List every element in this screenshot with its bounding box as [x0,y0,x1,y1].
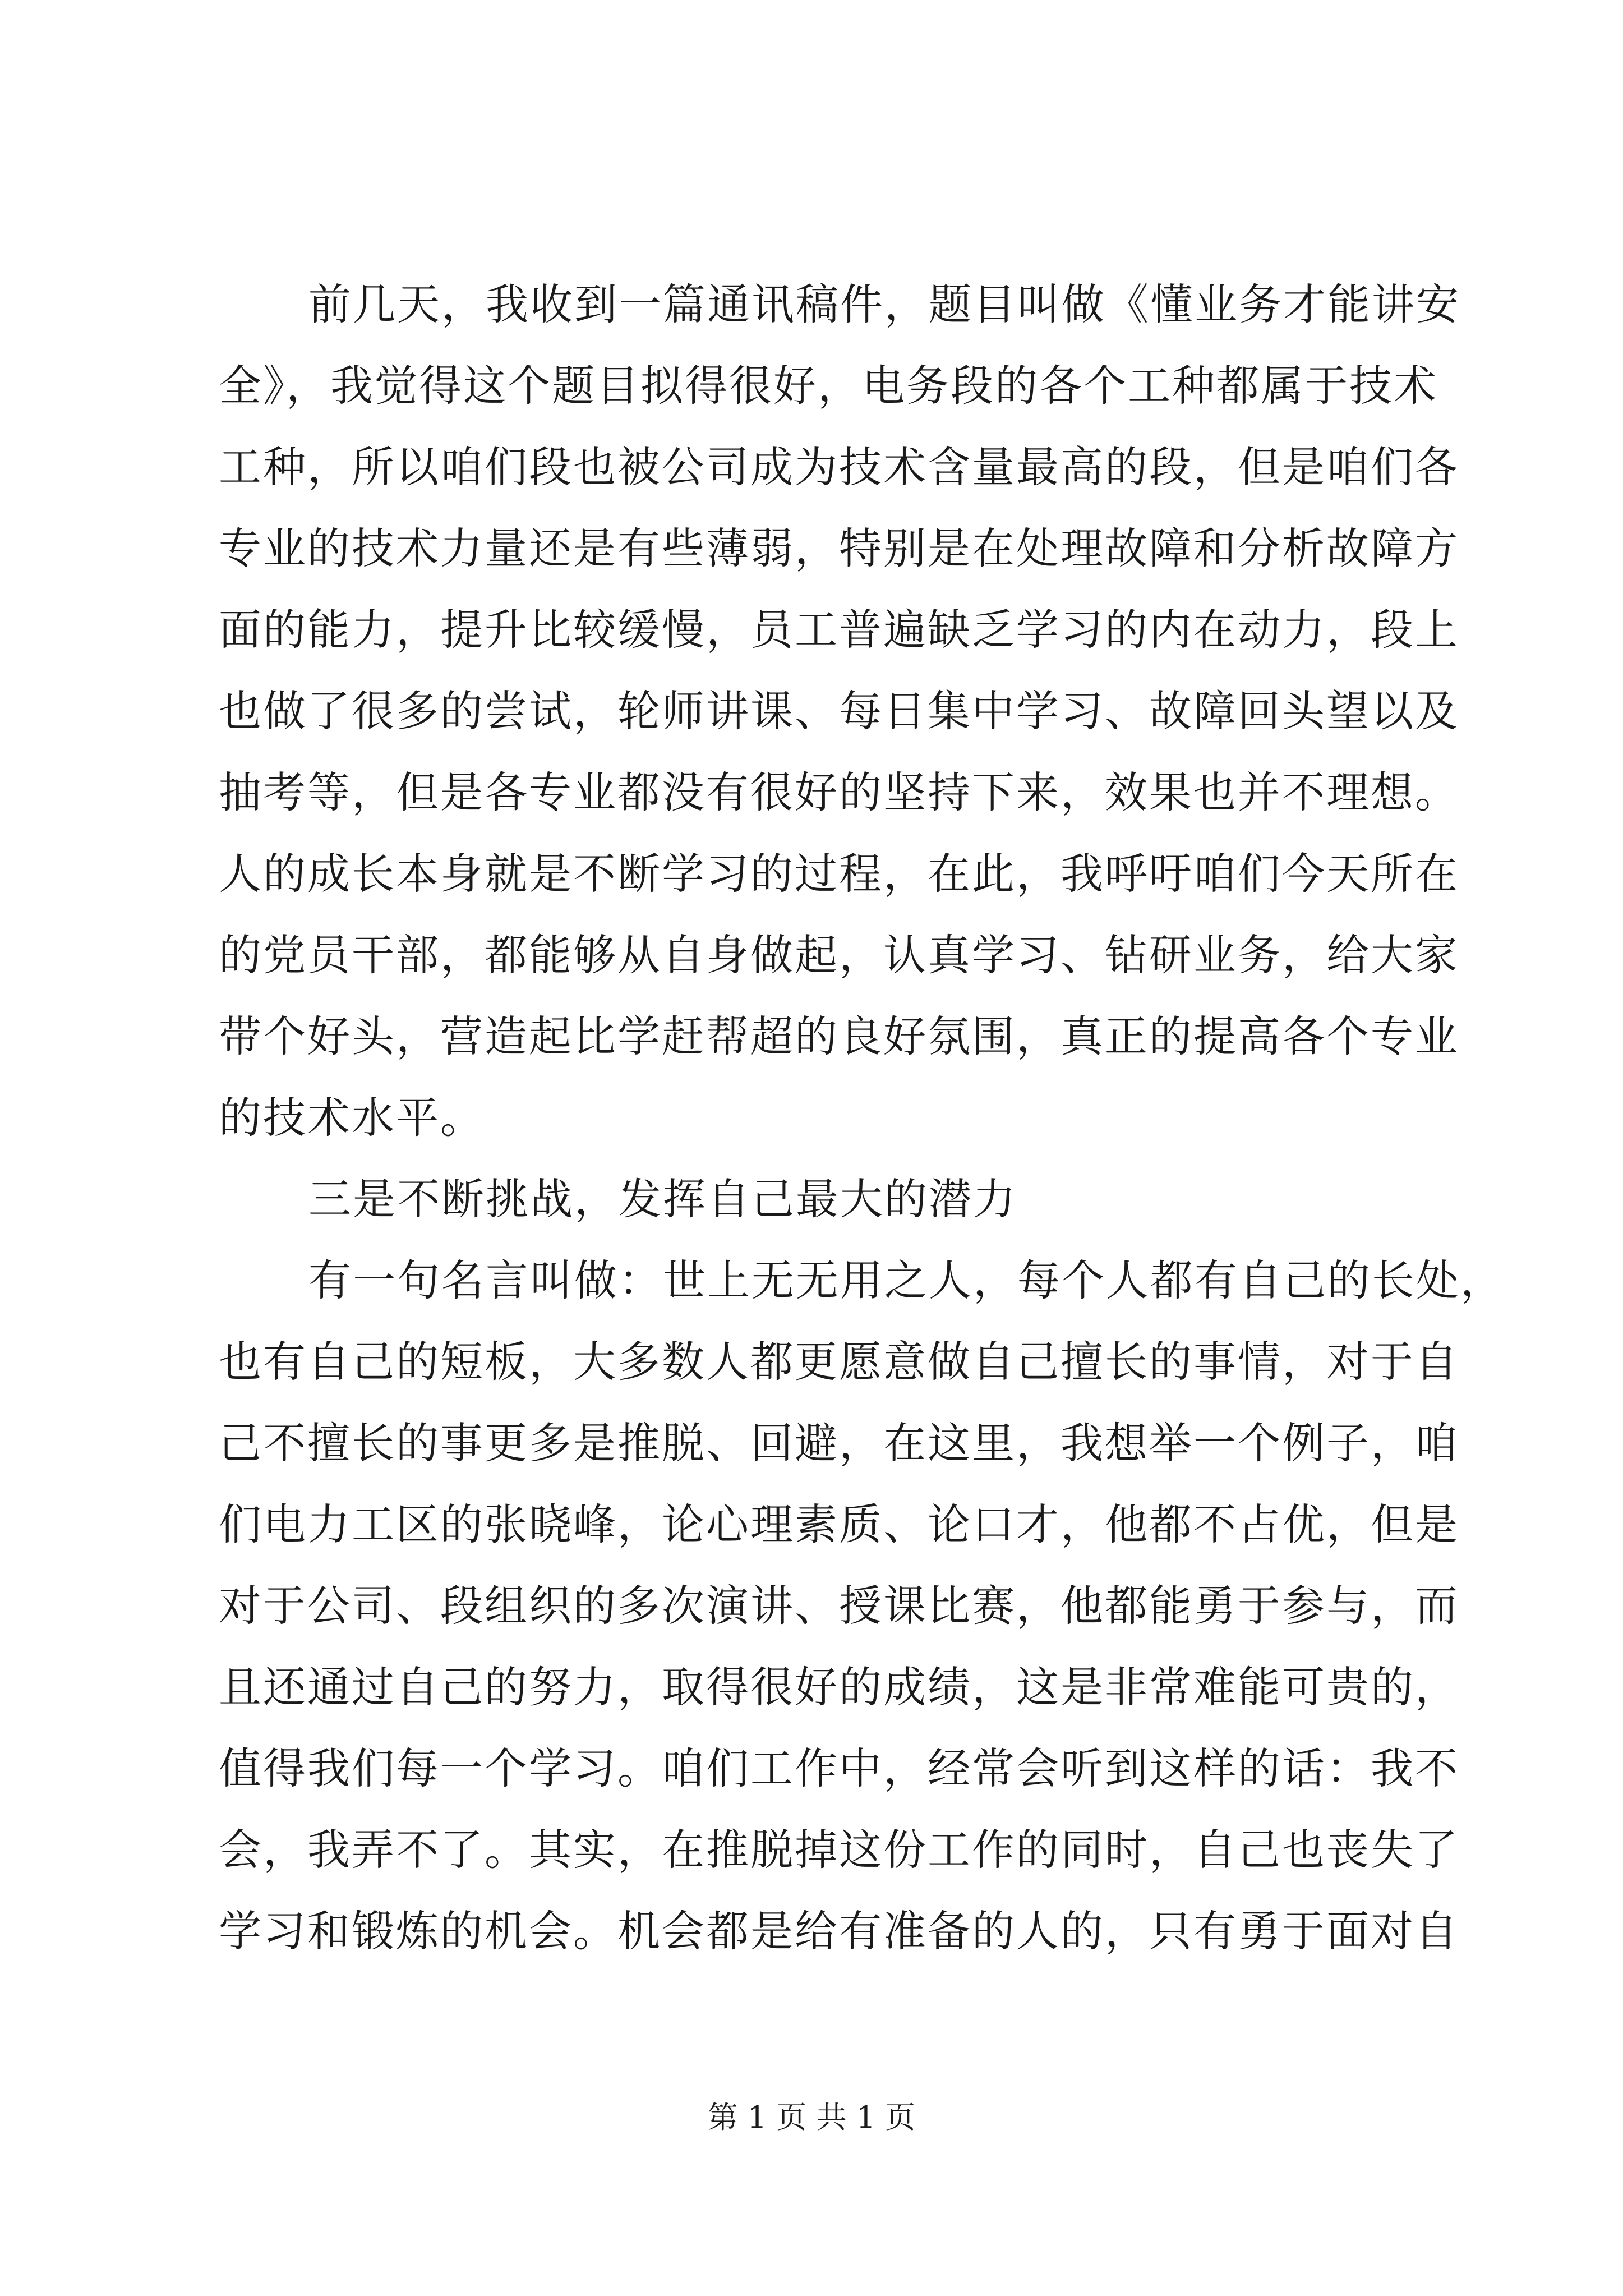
paragraph-1-line-11: 的技术水平。 [219,1093,485,1143]
paragraph-2-line-6: 且还通过自己的努力，取得很好的成绩，这是非常难能可贵的， [219,1662,1459,1712]
paragraph-1-line-4: 专业的技术力量还是有些薄弱，特别是在处理故障和分析故障方 [219,523,1459,573]
paragraph-1-line-9: 的党员干部，都能够从自身做起，认真学习、钻研业务，给大家 [219,930,1459,980]
section-heading: 三是不断挑战，发挥自己最大的潜力 [308,1174,1017,1224]
document-body [219,264,1505,1972]
paragraph-1-line-5: 面的能力，提升比较缓慢，员工普遍缺乏学习的内在动力，段上 [219,605,1459,655]
paragraph-2-line-3: 己不擅长的事更多是推脱、回避，在这里，我想举一个例子，咱 [219,1418,1459,1468]
paragraph-2-line-1: 有一句名言叫做：世上无无用之人，每个人都有自己的长处， [308,1255,1505,1305]
paragraph-1-line-3: 工种，所以咱们段也被公司成为技术含量最高的段，但是咱们各 [219,442,1459,492]
page-number-footer: 第 1 页 共 1 页 [707,2100,916,2135]
paragraph-2-line-7: 值得我们每一个学习。咱们工作中，经常会听到这样的话：我不 [219,1743,1459,1793]
paragraph-1-line-7: 抽考等，但是各专业都没有很好的坚持下来，效果也并不理想。 [219,767,1459,817]
paragraph-2-line-8: 会，我弄不了。其实，在推脱掉这份工作的同时，自己也丧失了 [219,1825,1459,1875]
paragraph-2-line-9: 学习和锻炼的机会。机会都是给有准备的人的，只有勇于面对自 [219,1906,1459,1956]
paragraph-1-line-6: 也做了很多的尝试，轮师讲课、每日集中学习、故障回头望以及 [219,686,1459,736]
paragraph-1-line-10: 带个好头，营造起比学赶帮超的良好氛围，真正的提高各个专业 [219,1011,1459,1061]
paragraph-1-line-8: 人的成长本身就是不断学习的过程，在此，我呼吁咱们今天所在 [219,849,1459,899]
paragraph-1-line-1: 前几天，我收到一篇通讯稿件，题目叫做《懂业务才能讲安 [308,279,1460,329]
paragraph-1-line-2: 全》，我觉得这个题目拟得很好，电务段的各个工种都属于技术 [219,361,1438,411]
paragraph-2-line-5: 对于公司、段组织的多次演讲、授课比赛，他都能勇于参与，而 [219,1581,1459,1631]
paragraph-2-line-2: 也有自己的短板，大多数人都更愿意做自己擅长的事情，对于自 [219,1337,1459,1387]
paragraph-2-line-4: 们电力工区的张晓峰，论心理素质、论口才，他都不占优，但是 [219,1499,1459,1549]
